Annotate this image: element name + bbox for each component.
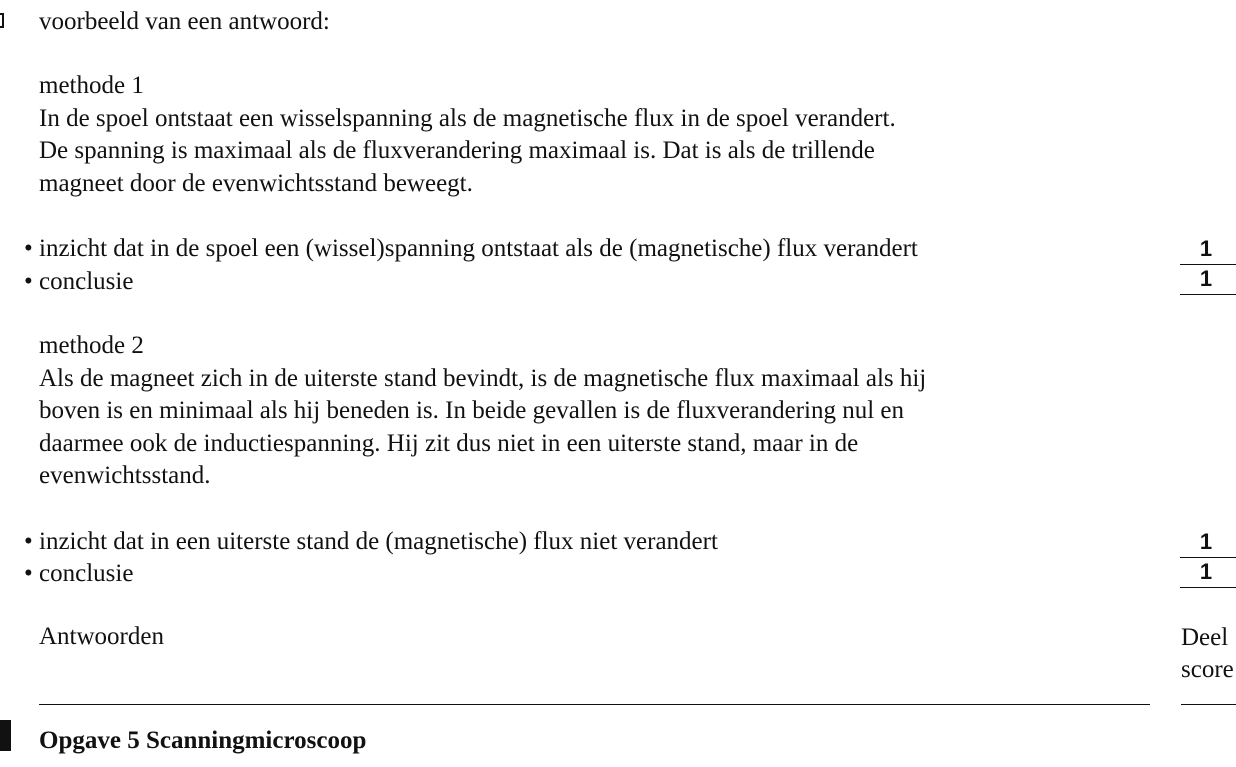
method1-criterion-1-score: 1 [1180, 235, 1236, 265]
method2-line-2: boven is en minimaal als hij beneden is. In beide gevallen is de fluxverandering nul en [39, 397, 905, 424]
answers-divider [39, 704, 1150, 705]
method2-criterion-1-score: 1 [1180, 528, 1236, 558]
answers-column-label: Antwoorden [39, 623, 164, 650]
method1-line-2: De spanning is maximaal als de fluxverandering maximaal is. Dat is als de trillende [39, 137, 875, 164]
method1-criterion-1-bullet: • [24, 235, 33, 262]
method2-criterion-2-text: conclusie [39, 560, 134, 587]
method1-criterion-2-score: 1 [1180, 265, 1236, 295]
method1-line-1: In de spoel ontstaat een wisselspanning als de magnetische flux in de spoel verandert. [39, 105, 896, 132]
method2-criterion-2-score: 1 [1180, 558, 1236, 588]
question-marker-small [0, 13, 4, 28]
section-heading: Opgave 5 Scanningmicroscoop [39, 727, 367, 754]
method2-line-1: Als de magneet zich in de uiterste stand bevindt, is de magnetische flux maximaal als hij [39, 365, 927, 392]
method2-criterion-1-text: inzicht dat in een uiterste stand de (magnetische) flux niet verandert [39, 528, 718, 555]
method2-line-3: daarmee ook de inductiespanning. Hij zit dus niet in een uiterste stand, maar in de [39, 430, 859, 457]
score-divider [1181, 704, 1236, 705]
intro-text: voorbeeld van een antwoord: [39, 8, 330, 35]
method1-criterion-2-text: conclusie [39, 268, 134, 295]
method2-title: methode 2 [39, 332, 144, 359]
question-marker-block [0, 720, 11, 751]
method1-title: methode 1 [39, 72, 144, 99]
method2-line-4: evenwichtsstand. [39, 462, 211, 489]
method1-criterion-2-bullet: • [24, 268, 33, 295]
method2-criterion-1-bullet: • [24, 528, 33, 555]
score-label: score [1181, 656, 1234, 683]
method2-criterion-2-bullet: • [24, 560, 33, 587]
deel-label: Deel [1181, 624, 1229, 651]
method1-line-3: magneet door de evenwichtsstand beweegt. [39, 170, 473, 197]
method1-criterion-1-text: inzicht dat in de spoel een (wissel)spanning ontstaat als de (magnetische) flux verandert [39, 235, 918, 262]
